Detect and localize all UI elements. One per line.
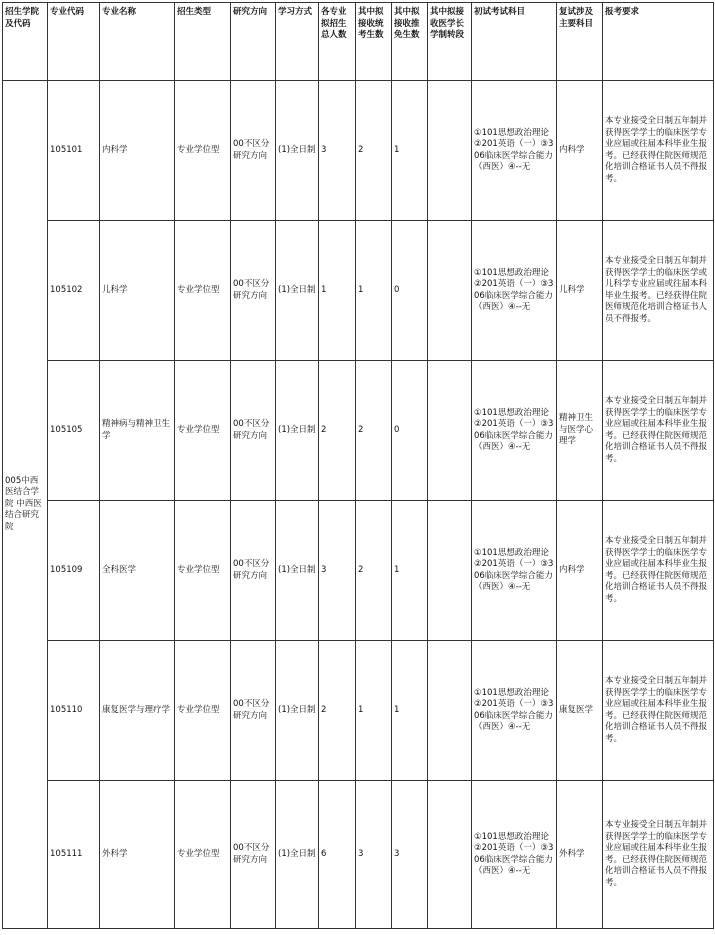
major-name: 外科学 — [100, 781, 175, 929]
requirements: 本专业接受全日制五年制并获得医学学士的临床医学专业应届或往届本科毕业生报考。已经获得住院医师规范化培训合格证书人员不得报考。 — [603, 781, 714, 929]
tuxiao-count — [428, 781, 472, 929]
major-name: 精神病与精神卫生学 — [100, 361, 175, 501]
total-count: 1 — [319, 221, 356, 361]
research-direction: 00不区分研究方向 — [231, 81, 276, 221]
header-mode: 学习方式 — [276, 3, 319, 81]
retest-subjects: 精神卫生与医学心理学 — [557, 361, 603, 501]
retest-subjects: 康复医学 — [557, 641, 603, 781]
retest-subjects: 内科学 — [557, 81, 603, 221]
header-name: 专业名称 — [100, 3, 175, 81]
total-count: 3 — [319, 501, 356, 641]
header-code: 专业代码 — [48, 3, 100, 81]
major-code: 105105 — [48, 361, 100, 501]
table-row — [3, 81, 714, 221]
enrollment-type: 专业学位型 — [175, 781, 231, 929]
study-mode: (1)全日制 — [276, 221, 319, 361]
exempt-count: 0 — [392, 361, 428, 501]
tuxiao-count — [428, 81, 472, 221]
total-count: 6 — [319, 781, 356, 929]
header-row — [3, 3, 714, 81]
unified-count: 3 — [356, 781, 392, 929]
exam-subjects: ①101思想政治理论②201英语（一）③306临床医学综合能力（西医）④--无 — [472, 501, 557, 641]
unified-count: 2 — [356, 501, 392, 641]
table-row — [3, 501, 714, 641]
study-mode: (1)全日制 — [276, 501, 319, 641]
exam-subjects: ①101思想政治理论②201英语（一）③306临床医学综合能力（西医）④--无 — [472, 221, 557, 361]
enrollment-type: 专业学位型 — [175, 81, 231, 221]
retest-subjects: 内科学 — [557, 501, 603, 641]
total-count: 2 — [319, 641, 356, 781]
exam-subjects: ①101思想政治理论②201英语（一）③306临床医学综合能力（西医）④--无 — [472, 641, 557, 781]
research-direction: 00不区分研究方向 — [231, 781, 276, 929]
study-mode: (1)全日制 — [276, 81, 319, 221]
enrollment-type: 专业学位型 — [175, 501, 231, 641]
unified-count: 1 — [356, 641, 392, 781]
unified-count: 2 — [356, 361, 392, 501]
requirements: 本专业接受全日制五年制并获得医学学士的临床医学专业应届或往届本科毕业生报考。已经获得住院医师规范化培训合格证书人员不得报考。 — [603, 81, 714, 221]
research-direction: 00不区分研究方向 — [231, 361, 276, 501]
exempt-count: 1 — [392, 501, 428, 641]
major-name: 全科医学 — [100, 501, 175, 641]
header-total: 各专业拟招生总人数 — [319, 3, 356, 81]
header-requirements: 报考要求 — [603, 3, 714, 81]
enrollment-type: 专业学位型 — [175, 361, 231, 501]
enrollment-type: 专业学位型 — [175, 641, 231, 781]
header-dept: 招生学院及代码 — [3, 3, 48, 81]
tuxiao-count — [428, 361, 472, 501]
total-count: 2 — [319, 361, 356, 501]
tuxiao-count — [428, 501, 472, 641]
header-tuxiao: 其中拟接收医学长学制转段 — [428, 3, 472, 81]
major-code: 105109 — [48, 501, 100, 641]
header-type: 招生类型 — [175, 3, 231, 81]
table-row — [3, 781, 714, 929]
table-row — [3, 221, 714, 361]
research-direction: 00不区分研究方向 — [231, 221, 276, 361]
major-code: 105111 — [48, 781, 100, 929]
exempt-count: 1 — [392, 641, 428, 781]
exempt-count: 3 — [392, 781, 428, 929]
exam-subjects: ①101思想政治理论②201英语（一）③306临床医学综合能力（西医）④--无 — [472, 361, 557, 501]
table-row — [3, 641, 714, 781]
major-code: 105102 — [48, 221, 100, 361]
exempt-count: 0 — [392, 221, 428, 361]
enrollment-type: 专业学位型 — [175, 221, 231, 361]
research-direction: 00不区分研究方向 — [231, 501, 276, 641]
tuxiao-count — [428, 641, 472, 781]
requirements: 本专业接受全日制五年制并获得医学学士的临床医学专业应届或往届本科毕业生报考。已经获得住院医师规范化培训合格证书人员不得报考。 — [603, 641, 714, 781]
table-row — [3, 361, 714, 501]
header-unified: 其中拟接收统考生数 — [356, 3, 392, 81]
requirements: 本专业接受全日制五年制并获得医学学士的临床医学专业应届或往届本科毕业生报考。已经获得住院医师规范化培训合格证书人员不得报考。 — [603, 361, 714, 501]
requirements: 本专业接受全日制五年制并获得医学学士的临床医学或儿科学专业应届或往届本科毕业生报考。已经获得住院医师规范化培训合格证书人员不得报考。 — [603, 221, 714, 361]
study-mode: (1)全日制 — [276, 641, 319, 781]
exam-subjects: ①101思想政治理论②201英语（一）③306临床医学综合能力（西医）④--无 — [472, 781, 557, 929]
study-mode: (1)全日制 — [276, 781, 319, 929]
exempt-count: 1 — [392, 81, 428, 221]
major-code: 105101 — [48, 81, 100, 221]
retest-subjects: 儿科学 — [557, 221, 603, 361]
research-direction: 00不区分研究方向 — [231, 641, 276, 781]
total-count: 3 — [319, 81, 356, 221]
header-exempt: 其中拟接收推免生数 — [392, 3, 428, 81]
unified-count: 1 — [356, 221, 392, 361]
requirements: 本专业接受全日制五年制并获得医学学士的临床医学专业应届或往届本科毕业生报考。已经获得住院医师规范化培训合格证书人员不得报考。 — [603, 501, 714, 641]
department-cell: 005中西医结合学院 中西医结合研究院 — [3, 81, 48, 929]
tuxiao-count — [428, 221, 472, 361]
header-retest: 复试涉及主要科目 — [557, 3, 603, 81]
header-exam: 初试考试科目 — [472, 3, 557, 81]
exam-subjects: ①101思想政治理论②201英语（一）③306临床医学综合能力（西医）④--无 — [472, 81, 557, 221]
admissions-table — [2, 2, 714, 929]
study-mode: (1)全日制 — [276, 361, 319, 501]
major-name: 内科学 — [100, 81, 175, 221]
major-code: 105110 — [48, 641, 100, 781]
major-name: 儿科学 — [100, 221, 175, 361]
unified-count: 2 — [356, 81, 392, 221]
retest-subjects: 外科学 — [557, 781, 603, 929]
header-direction: 研究方向 — [231, 3, 276, 81]
major-name: 康复医学与理疗学 — [100, 641, 175, 781]
